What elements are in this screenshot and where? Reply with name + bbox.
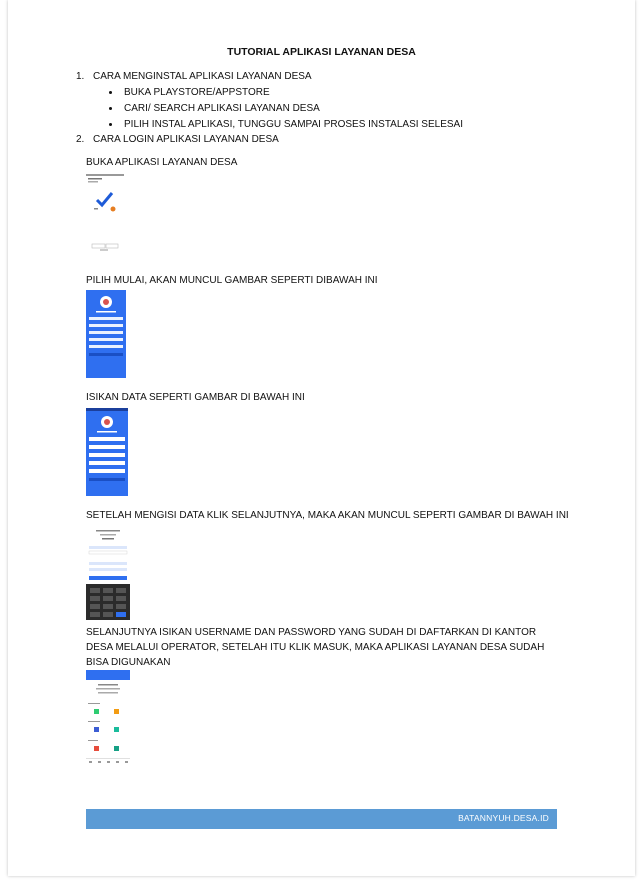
section-2-heading: CARA LOGIN APLIKASI LAYANAN DESA xyxy=(93,134,279,145)
step-5-text: SELANJUTNYA ISIKAN USERNAME DAN PASSWORD YANG SUDAH DI DAFTARKAN DI KANTOR DESA MELALUI OPERATOR, SETELAH ITU KLIK MASUK, MAKA APLIKASI LAYANAN DESA SUDAH BISA DIGUNAKAN xyxy=(86,627,545,668)
screenshot-verification-keyboard xyxy=(86,524,130,620)
section-1-heading: CARA MENGINSTAL APLIKASI LAYANAN DESA xyxy=(93,71,312,82)
section-1-bullet-3: PILIH INSTAL APLIKASI, TUNGGU SAMPAI PROSES INSTALASI SELESAI xyxy=(124,119,463,130)
step-4-text: SETELAH MENGISI DATA KLIK SELANJUTNYA, MAKA AKAN MUNCUL SEPERTI GAMBAR DI BAWAH INI xyxy=(86,510,569,521)
screenshot-app-open xyxy=(86,172,126,256)
step-3-text: ISIKAN DATA SEPERTI GAMBAR DI BAWAH INI xyxy=(86,392,305,403)
bullet-dot xyxy=(109,123,112,126)
section-1-bullet-1: BUKA PLAYSTORE/APPSTORE xyxy=(124,87,270,98)
section-1-bullet-2: CARI/ SEARCH APLIKASI LAYANAN DESA xyxy=(124,103,320,114)
section-1-number: 1. xyxy=(76,71,85,82)
step-2-text: PILIH MULAI, AKAN MUNCUL GAMBAR SEPERTI DIBAWAH INI xyxy=(86,275,378,286)
bullet-dot xyxy=(109,91,112,94)
screenshot-home-menu xyxy=(86,670,130,766)
footer-website: BATANNYUH.DESA.ID xyxy=(458,813,549,823)
screenshot-registration-form xyxy=(86,290,126,378)
section-2-number: 2. xyxy=(76,134,85,145)
step-1-text: BUKA APLIKASI LAYANAN DESA xyxy=(86,157,238,168)
screenshot-filled-form xyxy=(86,408,128,496)
footer-bar xyxy=(86,809,557,829)
bullet-dot xyxy=(109,107,112,110)
document-title: TUTORIAL APLIKASI LAYANAN DESA xyxy=(227,46,416,58)
